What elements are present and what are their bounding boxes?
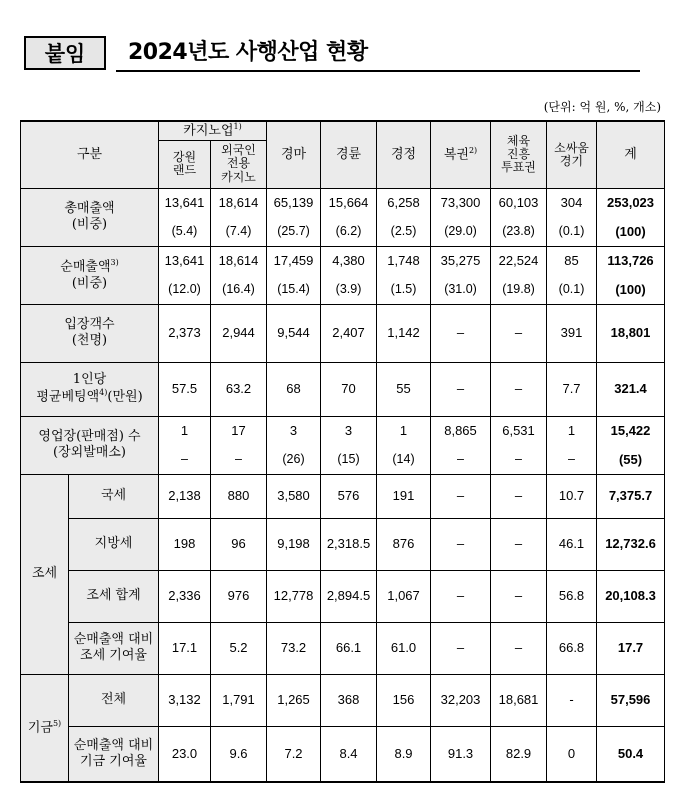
- cell: (0.1): [547, 218, 597, 246]
- group-label-tax: 조세: [21, 474, 69, 674]
- cell: 8,865: [431, 416, 491, 446]
- row-label-fund-ratio: 순매출액 대비 기금 기여율: [69, 726, 159, 782]
- cell-total: 253,023: [597, 188, 665, 218]
- cell: 4,380: [321, 246, 377, 276]
- cell: 5.2: [211, 622, 267, 674]
- cell: 304: [547, 188, 597, 218]
- cell: 976: [211, 570, 267, 622]
- unit-note: (단위: 억 원, %, 개소): [543, 100, 661, 114]
- cell: –: [159, 446, 211, 474]
- cell: –: [491, 474, 547, 518]
- cell-total: 18,801: [597, 304, 665, 362]
- cell: 82.9: [491, 726, 547, 782]
- row-label-national-tax: 국세: [69, 474, 159, 518]
- gambling-industry-table: [20, 120, 665, 783]
- cell: (23.8): [491, 218, 547, 246]
- cell: (2.5): [377, 218, 431, 246]
- cell: 15,664: [321, 188, 377, 218]
- header-cycle-racing: 경륜: [321, 121, 377, 188]
- cell-total: (100): [597, 276, 665, 304]
- cell: (19.8): [491, 276, 547, 304]
- cell: 56.8: [547, 570, 597, 622]
- cell: 6,258: [377, 188, 431, 218]
- header-boat-racing: 경정: [377, 121, 431, 188]
- header-foreigner-casino: 외국인 전용 카지노: [211, 140, 267, 188]
- row-label-tax-ratio: 순매출액 대비 조세 기여율: [69, 622, 159, 674]
- cell: 1: [377, 416, 431, 446]
- cell: 18,614: [211, 246, 267, 276]
- cell: (3.9): [321, 276, 377, 304]
- cell-total: 7,375.7: [597, 474, 665, 518]
- cell: 23.0: [159, 726, 211, 782]
- cell: 2,944: [211, 304, 267, 362]
- cell: 18,681: [491, 674, 547, 726]
- cell: 7.2: [267, 726, 321, 782]
- cell: 66.1: [321, 622, 377, 674]
- cell: –: [431, 622, 491, 674]
- header-sports-toto: 체육 진흥 투표권: [491, 121, 547, 188]
- cell: –: [431, 446, 491, 474]
- cell: (31.0): [431, 276, 491, 304]
- cell: (26): [267, 446, 321, 474]
- row-label-net-sales: 순매출액$^{3)}$ (비중): [21, 246, 159, 304]
- cell: 65,139: [267, 188, 321, 218]
- cell: 191: [377, 474, 431, 518]
- cell: 1,067: [377, 570, 431, 622]
- cell: 35,275: [431, 246, 491, 276]
- cell: (25.7): [267, 218, 321, 246]
- cell-total: 113,726: [597, 246, 665, 276]
- cell: 7.7: [547, 362, 597, 416]
- cell: –: [211, 446, 267, 474]
- cell: (15.4): [267, 276, 321, 304]
- cell: 1,265: [267, 674, 321, 726]
- cell: 876: [377, 518, 431, 570]
- cell: 2,407: [321, 304, 377, 362]
- cell: 18,614: [211, 188, 267, 218]
- cell: 1,791: [211, 674, 267, 726]
- cell: 8.4: [321, 726, 377, 782]
- cell: 57.5: [159, 362, 211, 416]
- cell: 46.1: [547, 518, 597, 570]
- cell: 10.7: [547, 474, 597, 518]
- cell: 1: [159, 416, 211, 446]
- cell: –: [547, 446, 597, 474]
- cell: 85: [547, 246, 597, 276]
- cell-total: 57,596: [597, 674, 665, 726]
- cell: (1.5): [377, 276, 431, 304]
- cell: 8.9: [377, 726, 431, 782]
- cell: (16.4): [211, 276, 267, 304]
- cell: (7.4): [211, 218, 267, 246]
- cell: 368: [321, 674, 377, 726]
- cell: 3: [267, 416, 321, 446]
- cell: (29.0): [431, 218, 491, 246]
- cell: 9,544: [267, 304, 321, 362]
- cell: 17: [211, 416, 267, 446]
- cell: 22,524: [491, 246, 547, 276]
- attachment-badge: 붙임: [24, 36, 106, 70]
- cell: –: [491, 446, 547, 474]
- row-label-tax-total: 조세 합계: [69, 570, 159, 622]
- cell: –: [491, 518, 547, 570]
- cell: 60,103: [491, 188, 547, 218]
- cell: 3,132: [159, 674, 211, 726]
- cell: 55: [377, 362, 431, 416]
- cell: –: [431, 304, 491, 362]
- cell: (15): [321, 446, 377, 474]
- row-label-outlets: 영업장(판매점) 수 (장외발매소): [21, 416, 159, 474]
- cell: –: [491, 304, 547, 362]
- cell: –: [431, 518, 491, 570]
- cell: 0: [547, 726, 597, 782]
- cell: 576: [321, 474, 377, 518]
- header-casino: 카지노업$^{1)}$: [159, 121, 267, 140]
- cell: 6,531: [491, 416, 547, 446]
- cell: -: [547, 674, 597, 726]
- row-label-visitors: 입장객수 (천명): [21, 304, 159, 362]
- cell: 91.3: [431, 726, 491, 782]
- cell: 9,198: [267, 518, 321, 570]
- header-category: 구분: [21, 121, 159, 188]
- group-label-fund: 기금$^{5)}$: [21, 674, 69, 782]
- cell: 156: [377, 674, 431, 726]
- cell: 391: [547, 304, 597, 362]
- cell: –: [431, 362, 491, 416]
- cell: (0.1): [547, 276, 597, 304]
- cell-total: 12,732.6: [597, 518, 665, 570]
- cell: 63.2: [211, 362, 267, 416]
- cell: 2,318.5: [321, 518, 377, 570]
- cell: (14): [377, 446, 431, 474]
- cell: 13,641: [159, 246, 211, 276]
- cell: 1: [547, 416, 597, 446]
- row-label-total-sales: 총매출액 (비중): [21, 188, 159, 246]
- cell: 61.0: [377, 622, 431, 674]
- cell-total: 50.4: [597, 726, 665, 782]
- cell: 70: [321, 362, 377, 416]
- cell: 1,748: [377, 246, 431, 276]
- cell: 32,203: [431, 674, 491, 726]
- cell: 2,336: [159, 570, 211, 622]
- cell: 1,142: [377, 304, 431, 362]
- cell-total: (55): [597, 446, 665, 474]
- cell: 2,894.5: [321, 570, 377, 622]
- header-kangwon-land: 강원 랜드: [159, 140, 211, 188]
- header-horse-racing: 경마: [267, 121, 321, 188]
- cell: 3: [321, 416, 377, 446]
- cell: 2,373: [159, 304, 211, 362]
- cell: 2,138: [159, 474, 211, 518]
- cell: –: [491, 570, 547, 622]
- cell: 12,778: [267, 570, 321, 622]
- cell-total: 17.7: [597, 622, 665, 674]
- cell: 66.8: [547, 622, 597, 674]
- page-title: 2024년도 사행산업 현황: [128, 40, 368, 65]
- row-label-local-tax: 지방세: [69, 518, 159, 570]
- header-bullfight: 소싸움 경기: [547, 121, 597, 188]
- cell: –: [431, 570, 491, 622]
- title-underline: [116, 70, 640, 72]
- cell: 73,300: [431, 188, 491, 218]
- cell: 73.2: [267, 622, 321, 674]
- cell: 96: [211, 518, 267, 570]
- cell-total: (100): [597, 218, 665, 246]
- cell-total: 20,108.3: [597, 570, 665, 622]
- header: [24, 36, 640, 74]
- cell: –: [431, 474, 491, 518]
- cell: (6.2): [321, 218, 377, 246]
- cell: 3,580: [267, 474, 321, 518]
- cell: 17,459: [267, 246, 321, 276]
- cell-total: 321.4: [597, 362, 665, 416]
- cell: 17.1: [159, 622, 211, 674]
- header-total: 계: [597, 121, 665, 188]
- cell: –: [491, 622, 547, 674]
- cell-total: 15,422: [597, 416, 665, 446]
- cell: 9.6: [211, 726, 267, 782]
- cell: 13,641: [159, 188, 211, 218]
- cell: 880: [211, 474, 267, 518]
- header-lottery: 복권$^{2)}$: [431, 121, 491, 188]
- cell: 198: [159, 518, 211, 570]
- cell: (12.0): [159, 276, 211, 304]
- cell: (5.4): [159, 218, 211, 246]
- row-label-fund-total: 전체: [69, 674, 159, 726]
- cell: –: [491, 362, 547, 416]
- row-label-per-capita-bet: 1인당 평균베팅액$^{4)}$(만원): [21, 362, 159, 416]
- cell: 68: [267, 362, 321, 416]
